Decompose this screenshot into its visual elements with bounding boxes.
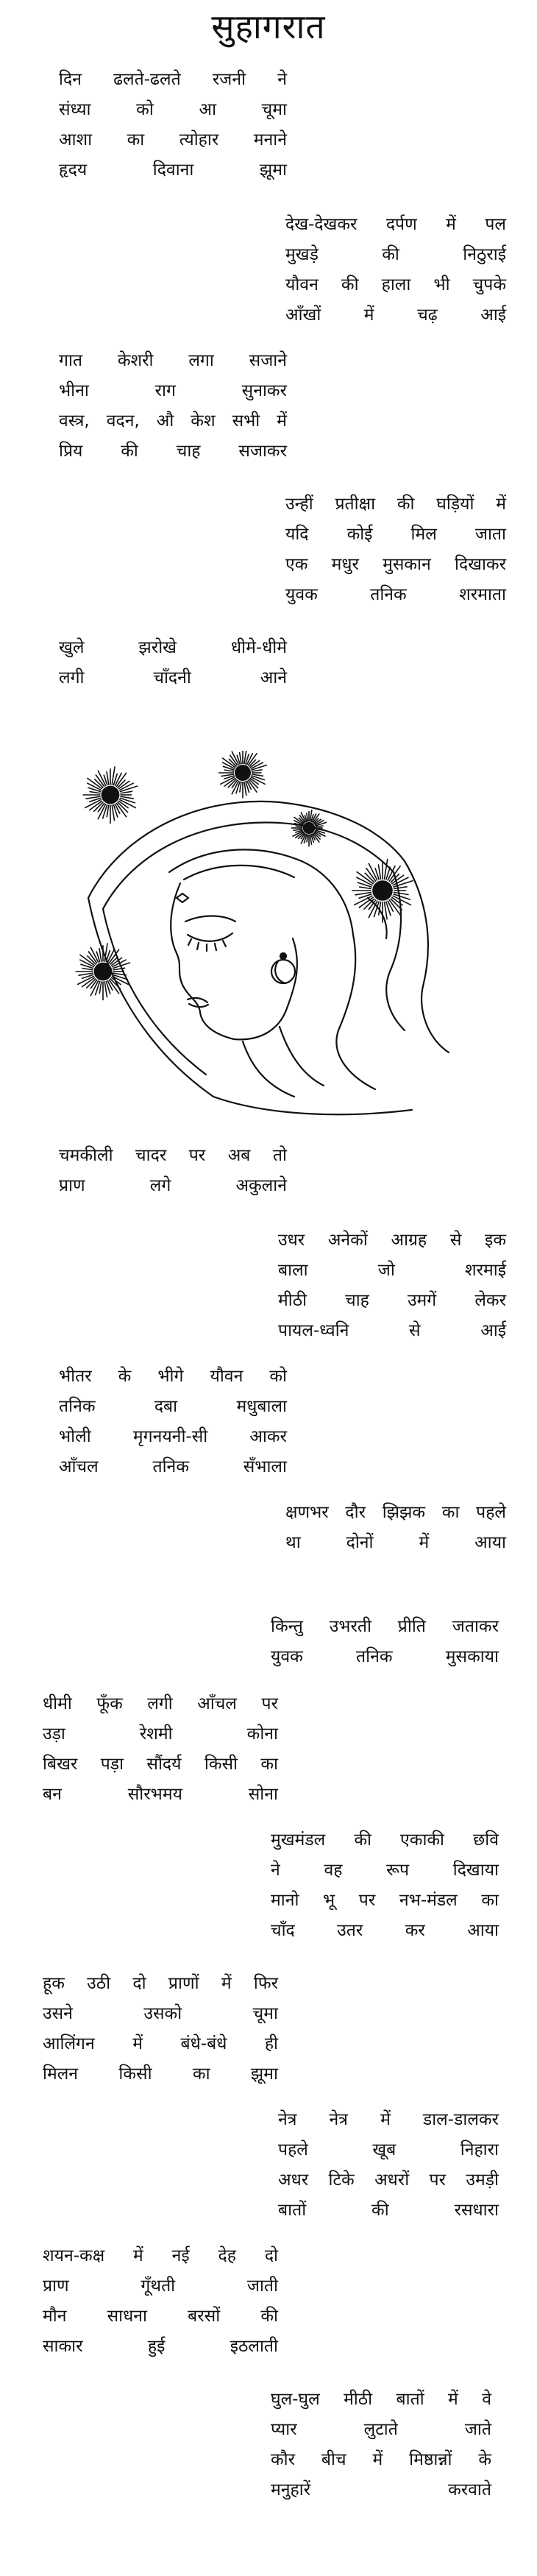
poem-line: यदि कोई मिल जाता [285, 525, 506, 544]
poem-line: उन्हीं प्रतीक्षा की घड़ियों में [285, 495, 506, 514]
poem-line: बातों की रसधारा [278, 2201, 499, 2220]
poem-line: किन्तु उभरती प्रीति जताकर [271, 1617, 499, 1636]
poem-line: दिन ढलते-ढलते रजनी ने [59, 70, 287, 89]
stanza-2 [285, 210, 506, 330]
poem-line: हूक उठी दो प्राणों में फिर [43, 1974, 278, 1993]
stanza-4 [285, 489, 506, 610]
poem-line: उड़ा रेशमी कोना [43, 1724, 278, 1744]
poem-line: मौन साधना बरसों की [43, 2307, 278, 2326]
poem-line: क्षणभर दौर झिझक का पहले [285, 1503, 506, 1522]
poem-line: बिखर पड़ा सौंदर्य किसी का [43, 1755, 278, 1774]
poem-line: मानो भू पर नभ-मंडल का [271, 1891, 499, 1910]
poem-line: खुले झरोखे धीमे-धीमे [59, 638, 287, 657]
stanza-13 [43, 1969, 278, 2090]
poem-line: धीमी फूँक लगी आँचल पर [43, 1694, 278, 1713]
poem-line: उधर अनेकों आग्रह से इक [278, 1231, 506, 1250]
poem-line: उसने उसको चूमा [43, 2004, 278, 2023]
poem-line: भीना राग सुनाकर [59, 381, 287, 400]
poem-line: प्रिय की चाह सजाकर [59, 442, 287, 461]
sunburst-icon [218, 751, 267, 799]
poem-line: प्यार लुटाते जाते [271, 2420, 491, 2439]
stanza-9 [285, 1498, 506, 1558]
stanza-12 [271, 1825, 499, 1946]
sunburst-icon [291, 810, 327, 846]
poem-line: आँखों में चढ़ आई [285, 305, 506, 325]
poem-line: पहले खूब निहारा [278, 2140, 499, 2159]
poem-line: साकार हुई इठलाती [43, 2337, 278, 2356]
poem-line: था दोनों में आया [285, 1533, 506, 1552]
poem-line: मुखमंडल की एकाकी छवि [271, 1830, 499, 1850]
poem-line: पायल-ध्वनि से आई [278, 1321, 506, 1340]
poem-line: प्राण लगे अकुलाने [59, 1176, 287, 1195]
poem-line: वस्त्र, वदन, औ केश सभी में [59, 411, 287, 431]
stanza-3 [59, 346, 287, 467]
poem-line: आँचल तनिक सँभाला [59, 1457, 287, 1476]
poem-line: भोली मृगनयनी-सी आकर [59, 1427, 287, 1446]
poem-line: प्राण गूँथती जाती [43, 2276, 278, 2296]
poem-line: घुल-घुल मीठी बातों में वे [271, 2390, 491, 2409]
poem-line: गात केशरी लगा सजाने [59, 351, 287, 370]
poem-line: हृदय दिवाना झूमा [59, 160, 287, 180]
poem-line: कौर बीच में मिष्ठान्नों के [271, 2450, 491, 2469]
stanza-16 [271, 2385, 491, 2505]
poem-line: आलिंगन में बंधे-बंधे ही [43, 2034, 278, 2053]
woman-face-illustration [59, 751, 471, 1126]
sunburst-icon [83, 766, 138, 824]
poem-line: भीतर के भीगे यौवन को [59, 1367, 287, 1386]
poem-line: ने वह रूप दिखाया [271, 1861, 499, 1880]
stanza-1 [59, 65, 287, 185]
poem-line: मीठी चाह उमगें लेकर [278, 1291, 506, 1310]
poem-line: तनिक दबा मधुबाला [59, 1397, 287, 1416]
stanza-14 [278, 2105, 499, 2226]
poem-line: मुखड़े की निठुराई [285, 245, 506, 264]
poem-line: चाँद उतर कर आया [271, 1921, 499, 1940]
poem-line: बाला जो शरमाई [278, 1261, 506, 1280]
poem-line: संध्या को आ चूमा [59, 100, 287, 119]
poem-line: मिलन किसी का झूमा [43, 2064, 278, 2084]
poem-line: शयन-कक्ष में नई देह दो [43, 2246, 278, 2265]
poem-line: अधर टिके अधरों पर उमड़ी [278, 2170, 499, 2190]
poem-line: चमकीली चादर पर अब तो [59, 1146, 287, 1165]
poem-line: नेत्र नेत्र में डाल-डालकर [278, 2110, 499, 2129]
stanza-11 [43, 1689, 278, 1810]
poem-line: मनुहारें करवाते [271, 2480, 491, 2499]
poem-line: आशा का त्योहार मनाने [59, 130, 287, 149]
poem-line: बन सौरभमय सोना [43, 1785, 278, 1804]
stanza-15 [43, 2241, 278, 2362]
poem-line: युवक तनिक मुसकाया [271, 1647, 499, 1666]
stanza-8 [59, 1362, 287, 1482]
poem-line: एक मधुर मुसकान दिखाकर [285, 555, 506, 574]
poem-line: देख-देखकर दर्पण में पल [285, 215, 506, 234]
stanza-6 [59, 1141, 287, 1201]
poem-line: यौवन की हाला भी चुपके [285, 275, 506, 294]
poem-line: युवक तनिक शरमाता [285, 585, 506, 604]
stanza-10 [271, 1612, 499, 1672]
poem-line: लगी चाँदनी आने [59, 668, 287, 687]
stanza-5 [59, 633, 287, 693]
sunburst-icon [76, 751, 413, 1000]
stanza-7 [278, 1225, 506, 1346]
poem-title: सुहागरात [211, 7, 326, 46]
